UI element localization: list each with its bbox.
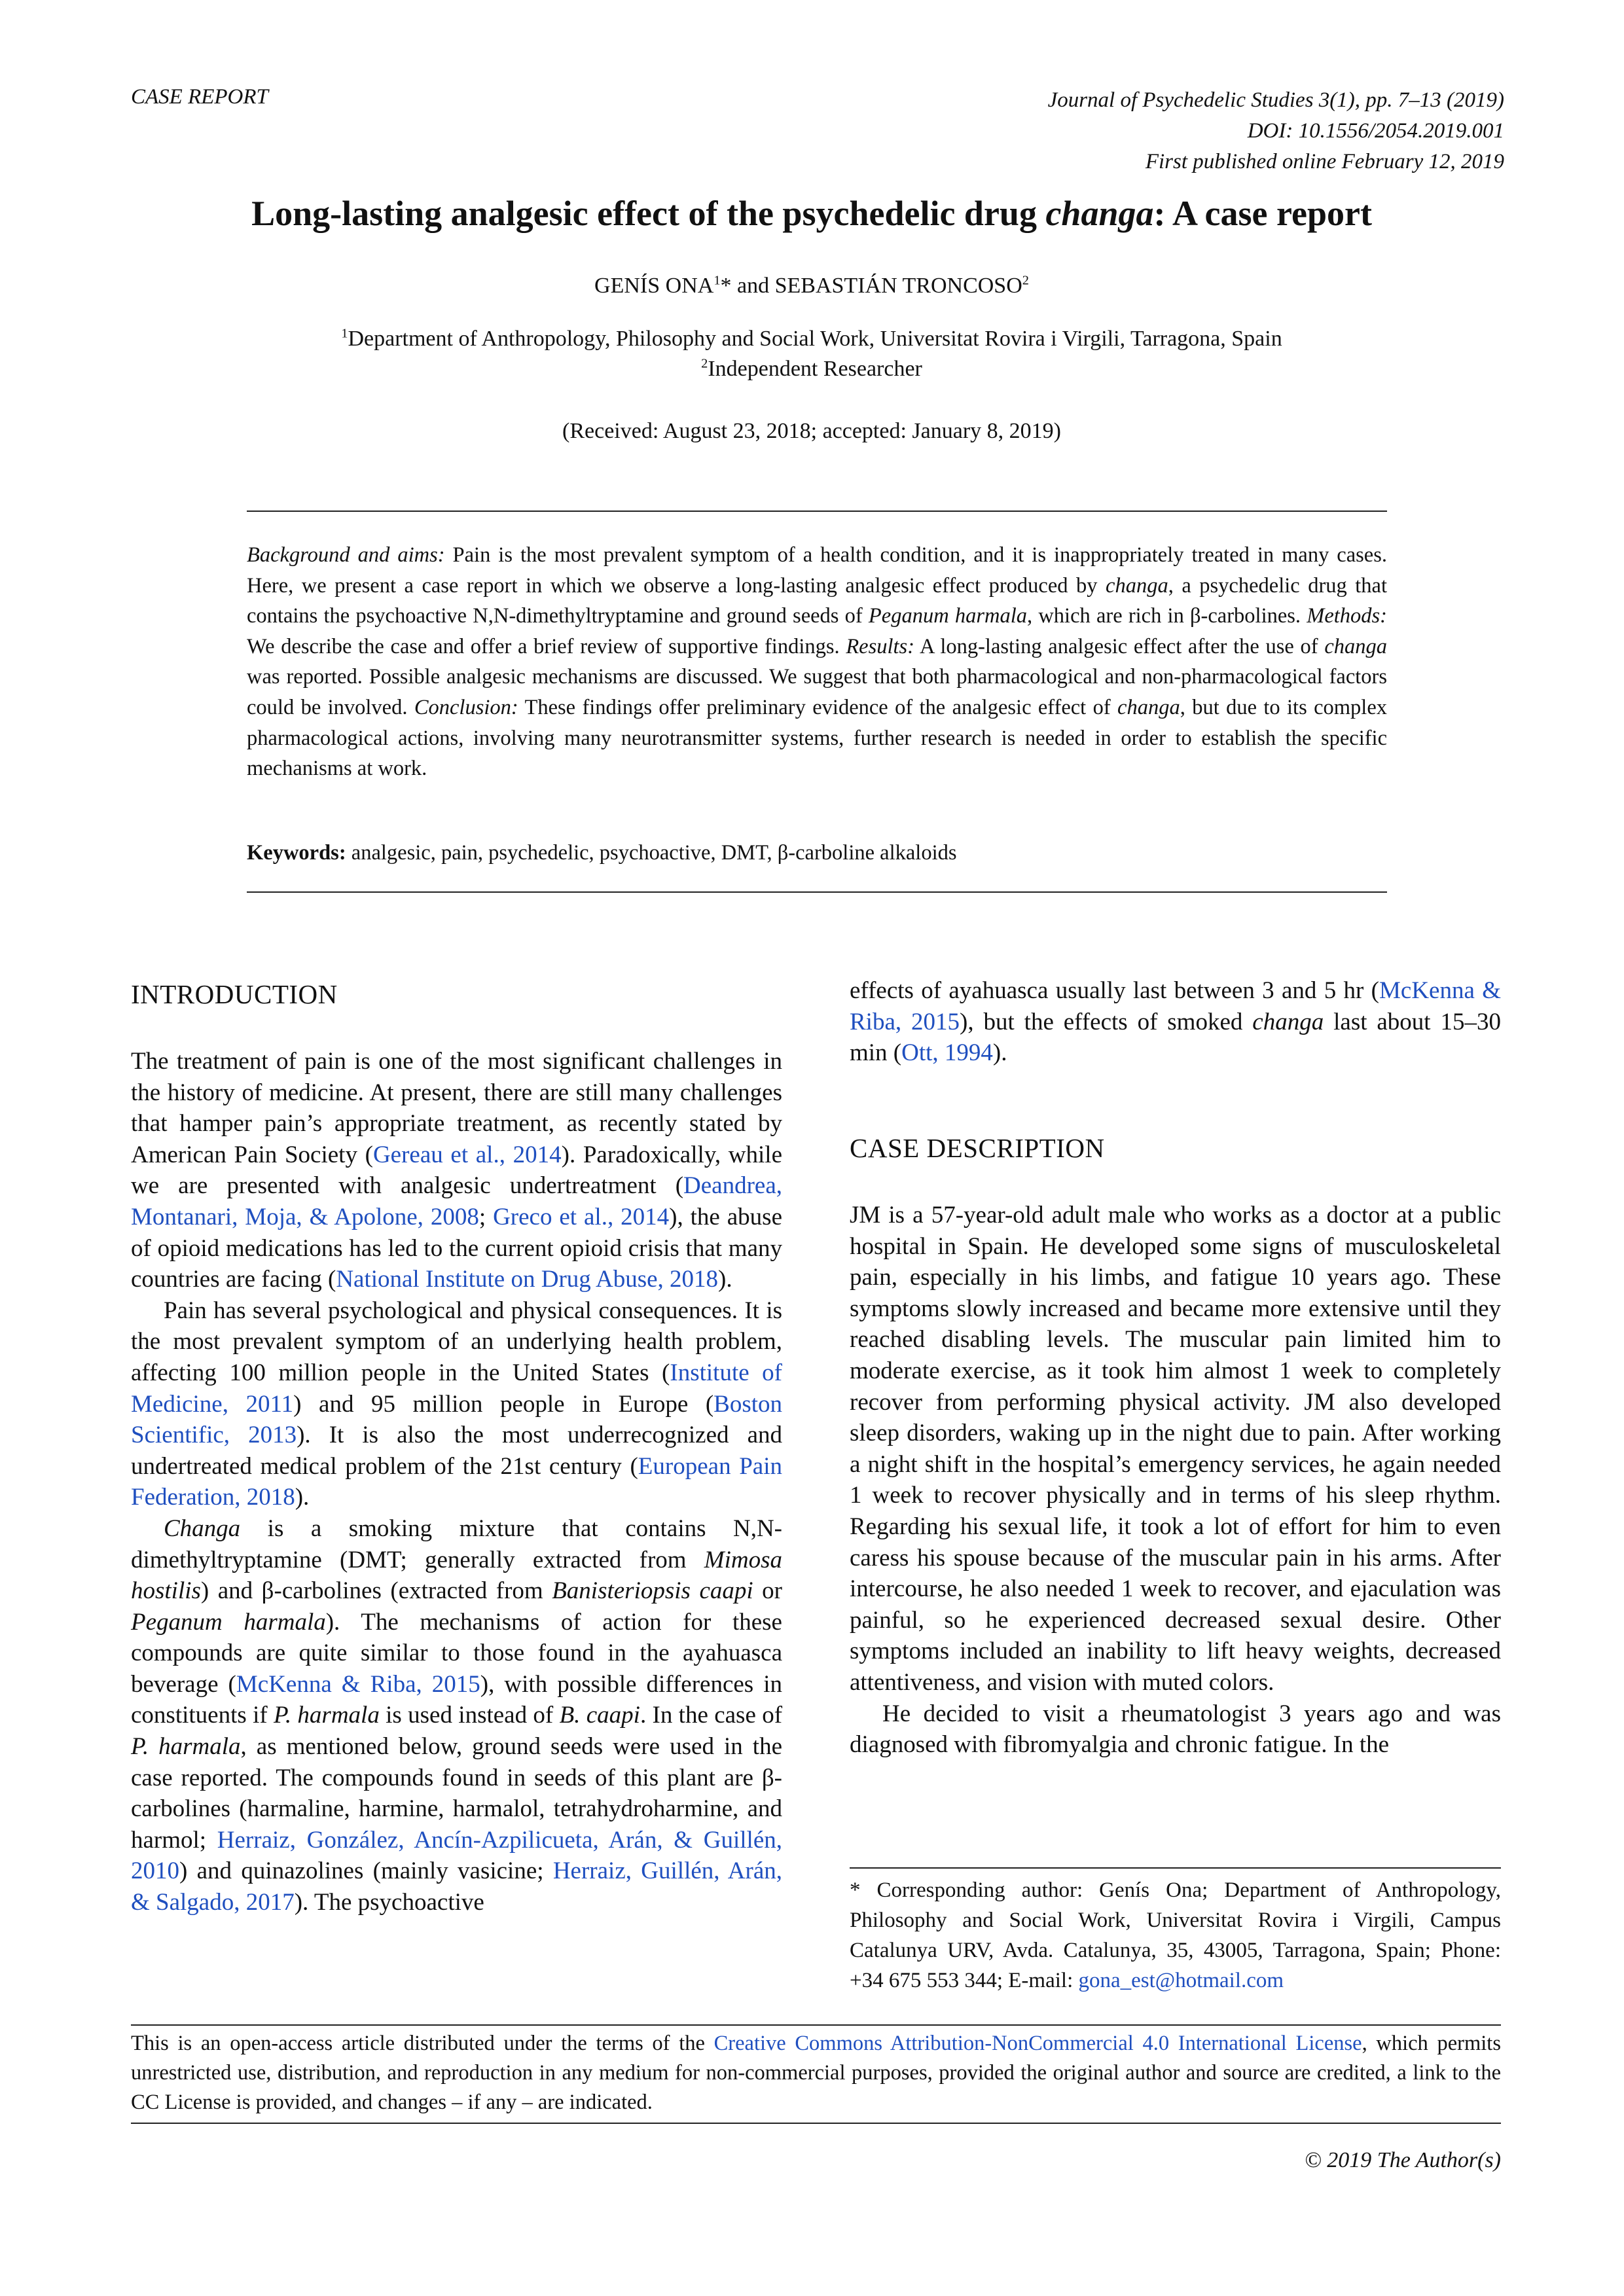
intro-continuation [850,975,1501,1069]
intro-p2-text: Pain has several psychological and physical consequences. It is the most prevalent symptom of an underlying health problem, affecting 100 million people in the United States ( [131,1297,782,1386]
corresponding-mark: * [720,274,732,298]
abstract-changa: changa [1106,573,1168,598]
right-column-top [850,975,1501,1069]
case-paragraph-2: He decided to visit a rheumatologist 3 years ago and was diagnosed with fibromyalgia and chronic fatigue. In the [850,1700,1501,1759]
abstract-peganum: Peganum harmala [868,604,1028,628]
section-label: CASE REPORT [131,85,268,109]
intro-p3-text: . In the case of [640,1702,783,1729]
intro-p3-italic: P. harmala [274,1702,380,1729]
license-bottom-rule [131,2123,1501,2124]
journal-citation: Journal of Psychedelic Studies 3(1), pp. 7–13 (2019) [1047,88,1504,112]
corresponding-author-footnote [850,1875,1501,1996]
abstract-bottom-rule [247,891,1387,893]
left-column [131,1046,782,1918]
intro-p3-italic: Changa [164,1515,241,1542]
ref-iom[interactable]: Institute of Medicine, 2011 [131,1359,782,1418]
author-conj: and [731,274,775,298]
intro-p1-text: The treatment of pain is one of the most significant challenges in the history of medicine. At present, there are still many challenges that hamper pain’s appropriate treatment, as recently stated by American Pain Society ( [131,1048,782,1168]
intro-p3-text: is a smoking mixture that contains N,N-dimethyltryptamine (DMT; generally extracted from [131,1515,782,1573]
license-top-rule [131,2024,1501,2026]
abstract-results-label: Results: [846,634,915,658]
author-2-affil: 2 [1022,273,1029,288]
affiliation-2-text: Independent Researcher [708,357,922,381]
abstract [247,540,1387,784]
abstract-methods-text: We describe the case and offer a brief review of supportive findings. [247,634,846,658]
author-1: GENÍS ONA [594,274,714,298]
intro-p3-text: or [753,1577,782,1605]
abstract-changa-3: changa [1117,695,1180,719]
author-1-affil: 1 [713,273,721,288]
title-end: : A case report [1153,194,1372,233]
ref-boston-scientific[interactable]: Boston Scientific, 2013 [131,1390,783,1449]
case-description [850,1200,1501,1761]
ref-mckenna-2[interactable]: McKenna & Riba, 2015 [850,977,1501,1035]
article-title [118,193,1506,234]
case-description-heading: CASE DESCRIPTION [850,1133,1105,1163]
intro-p3-text: ). The psychoactive [294,1889,484,1916]
intro-p1-text: ; [478,1203,494,1230]
intro-p1-text: ). [718,1266,732,1293]
published-date: First published online February 12, 2019 [1145,150,1504,173]
journal-info [1048,85,1504,177]
keywords-text: analgesic, pain, psychedelic, psychoactive, DMT, β-carboline alkaloids [346,841,957,865]
intro-cont-text: effects of ayahuasca usually last between 3 and 5 hr ( [850,977,1379,1004]
intro-p3-italic: P. harmala [131,1733,241,1761]
abstract-bg-text: Pain is the most prevalent symptom of a health condition, and it is inappropriately treated in many cases. Here, we present a case report in which we observe a long-lasting analgesic effect produced by [247,543,1387,598]
intro-p3-italic: Banisteriopsis caapi [552,1577,753,1605]
intro-p3-italic: B. caapi [559,1702,640,1729]
intro-cont-text: ). [992,1039,1007,1067]
abstract-top-rule [247,511,1387,512]
intro-p3-italic: Peganum harmala [131,1608,326,1636]
abstract-methods-label: Methods: [1307,604,1387,628]
ref-ott[interactable]: Ott, 1994 [901,1039,993,1067]
abstract-conclusion-label: Conclusion: [414,695,518,719]
intro-p1-text: ). Paradoxically, while we are presented with analgesic undertreatment ( [131,1141,782,1200]
introduction-heading: INTRODUCTION [131,979,338,1009]
affiliation-2 [118,354,1506,384]
intro-p2-text: ). It is also the most underrecognized and undertreated medical problem of the 21st century ( [131,1422,782,1480]
ref-deandrea[interactable]: Deandrea, Montanari, Moja, & Apolone, 2008 [131,1172,782,1230]
ref-greco[interactable]: Greco et al., 2014 [493,1203,670,1230]
case-paragraph-1: JM is a 57-year-old adult male who works as a doctor at a public hospital in Spain. He developed some signs of musculoskeletal pain, especially in his limbs, and fatigue 10 years ago. These symptoms slowly increased and became more extensive until they reached disabling levels. The muscular pain limited him to moderate exercise, as it took him almost 1 week to completely recover from performing physical activity. JM also developed sleep disorders, waking up in the night due to pain. After working a night shift in the hospital’s emergency services, he again needed 1 week to recover physically and in terms of his sleep rhythm. Regarding his sexual life, it took a lot of effort for him to even caress his spouse because of the muscular pain in his arms. After intercourse, he also needed 1 week to recover, and ejaculation was painful, so he experienced decreased sexual desire. Other symptoms included an inability to lift heavy weights, decreased attentiveness, and vision with muted colors. [850,1202,1501,1696]
author-2: SEBASTIÁN TRONCOSO [774,274,1022,298]
ref-gereau[interactable]: Gereau et al., 2014 [372,1141,562,1168]
keywords-label: Keywords: [247,841,346,865]
affiliation-1-num: 1 [341,326,348,341]
license-text: , which permits unrestricted use, distribution, and reproduction in any medium for non-commercial purposes, provided the original author and source are credited, a link to the CC License is provided, and changes – if any – are indicated. [131,2032,1501,2114]
ref-herraiz-2010[interactable]: Herraiz, González, Ancín-Azpilicueta, Arán, & Guillén, 2010 [131,1826,782,1885]
affiliation-2-num: 2 [701,356,708,371]
footnote-text: * Corresponding author: Genís Ona; Department of Anthropology, Philosophy and Social Work, Universitat Rovira i Virgili, Campus Catalunya URV, Avda. Catalunya, 35, 43005, Tarragona, Spain; Phone: +34 675 553 344; E-mail: [850,1878,1501,1992]
abstract-changa-2: changa [1324,634,1388,658]
ref-efic[interactable]: European Pain Federation, 2018 [131,1452,782,1511]
ref-nida[interactable]: National Institute on Drug Abuse, 2018 [336,1266,719,1293]
authors [118,274,1506,298]
intro-p3-text: ). The mechanisms of action for these compounds are quite similar to those found in the ayahuasca beverage ( [131,1608,782,1698]
abstract-conclusion-text-2: , but due to its complex pharmacological actions, involving many neurotransmitter systems, further research is needed in order to establish the specific mechanisms at work. [247,695,1387,781]
affiliation-1-text: Department of Anthropology, Philosophy and Social Work, Universitat Rovira i Virgili, Tarragona, Spain [348,327,1282,351]
intro-paragraph-1 [131,1046,782,1295]
intro-p3-text: ) and β-carbolines (extracted from [200,1577,552,1605]
author-email-link[interactable]: gona_est@hotmail.com [1078,1969,1284,1992]
ref-mckenna[interactable]: McKenna & Riba, 2015 [236,1670,480,1698]
affiliations [118,324,1506,384]
intro-p3-text: is used instead of [379,1702,560,1729]
copyright: © 2019 The Author(s) [1304,2148,1501,2172]
intro-p1-text: ), the abuse of opioid medications has led to the current opioid crisis that many countries are facing ( [131,1203,783,1293]
intro-p3-text: ) and quinazolines (mainly vasicine; [179,1857,553,1885]
footnote-rule [850,1867,1501,1869]
intro-cont-text: last about 15–30 min ( [850,1008,1501,1067]
keywords [247,841,1387,865]
abstract-bg-label: Background and aims: [247,543,445,567]
intro-cont-italic: changa [1252,1008,1324,1035]
abstract-conclusion-text: These findings offer preliminary evidence of the analgesic effect of [518,695,1118,719]
intro-p3-italic: Mimosa hostilis [131,1546,782,1605]
abstract-results-text: A long-lasting analgesic effect after the use of [914,634,1325,658]
received-dates: (Received: August 23, 2018; accepted: January 8, 2019) [562,419,1061,443]
abstract-results-text-2: was reported. Possible analgesic mechanisms are discussed. We suggest that both pharmacological and non-pharmacological factors could be involved. [247,665,1387,719]
intro-paragraph-3 [131,1513,782,1918]
abstract-bg-text-3: , which are rich in β-carbolines. [1027,604,1307,628]
intro-cont-text: ), but the effects of smoked [960,1008,1253,1035]
intro-p3-text: ), with possible differences in constituents if [131,1670,782,1729]
doi: DOI: 10.1556/2054.2019.001 [1247,119,1504,143]
title-main: Long-lasting analgesic effect of the psychedelic drug [251,194,1046,233]
license-text: This is an open-access article distributed under the terms of the [131,2032,714,2055]
license-statement [131,2029,1501,2117]
intro-p2-text: ). [295,1484,310,1511]
ref-herraiz-2017[interactable]: Herraiz, Guillén, Arán, & Salgado, 2017 [131,1857,782,1916]
intro-p3-text: , as mentioned below, ground seeds were used in the case reported. The compounds found in seeds of this plant are β-carbolines (harmaline, harmine, harmalol, tetrahydroharmine, and harmol; [131,1733,782,1854]
cc-license-link[interactable]: Creative Commons Attribution-NonCommercial 4.0 International License [713,2032,1362,2055]
title-italic: changa [1045,194,1154,233]
affiliation-1 [118,324,1506,354]
abstract-bg-text-2: , a psychedelic drug that contains the psychoactive N,N-dimethyltryptamine and ground seeds of [247,573,1388,628]
intro-paragraph-2 [131,1295,782,1513]
intro-p2-text: ) and 95 million people in Europe ( [293,1390,714,1418]
